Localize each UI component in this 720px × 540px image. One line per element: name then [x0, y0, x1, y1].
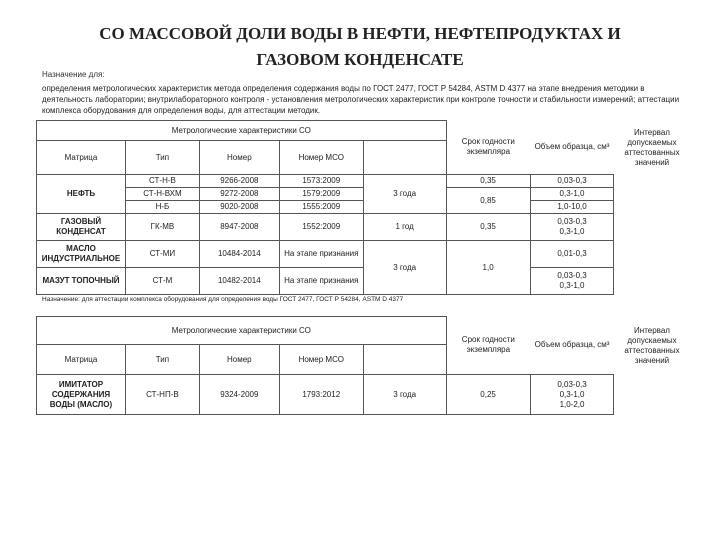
interval-line: 1,0-2,0	[559, 399, 585, 409]
shelf-life-cell: 1 год	[363, 214, 446, 241]
interval-line: 0,3-1,0	[559, 281, 585, 290]
attestation-note: Назначение: для аттестации комплекса оборудования для определения воды ГОСТ 2477, ГОСТ Р 54284, ASTM D 4377	[42, 296, 404, 303]
mso-cell: 1573:2009	[279, 175, 363, 188]
reference-materials-table	[36, 120, 690, 295]
matrix-line: ИНДУСТРИАЛЬНОЕ	[41, 254, 121, 263]
interval-cell: 0,01-0,3	[530, 241, 614, 268]
header-shelf-life: Срок годности экземпляра	[446, 317, 530, 375]
header-number: Номер	[199, 345, 279, 375]
header-interval: Интервал допускаемых аттестованных значений	[624, 325, 680, 365]
interval-cell: 0,03-0,3	[530, 175, 614, 188]
type-cell: СТ-Н-ВХМ	[125, 188, 199, 201]
interval-cell	[530, 268, 614, 295]
matrix-line: ВОДЫ (МАСЛО)	[49, 399, 113, 409]
group-header: Метрологические характеристики СО	[37, 317, 447, 345]
group-header: Метрологические характеристики СО	[37, 121, 447, 141]
type-cell: СТ-НП-В	[125, 375, 199, 415]
purpose-label: Назначение для:	[42, 70, 105, 79]
number-cell: 9266-2008	[199, 175, 279, 188]
number-cell: 10484-2014	[199, 241, 279, 268]
header-type: Тип	[125, 345, 199, 375]
type-cell: ГК-МВ	[125, 214, 199, 241]
number-cell: 9020-2008	[199, 201, 279, 214]
matrix-line: СОДЕРЖАНИЯ	[51, 389, 111, 399]
type-cell: Н-Б	[125, 201, 199, 214]
volume-cell: 0,25	[446, 375, 530, 415]
matrix-line: МАСЛО	[66, 244, 96, 253]
matrix-water-simulator	[37, 375, 126, 415]
volume-cell: 0,85	[446, 188, 530, 214]
interval-line: 0,3-1,0	[559, 389, 585, 399]
volume-cell: 0,35	[446, 175, 530, 188]
matrix-industrial-oil	[37, 241, 126, 268]
purpose-text: определения метрологических характеристик метода определения содержания воды по ГОСТ 2477, ГОСТ Р 54284, ASTM D 4377 на этапе внедрения методики в деятельность лаборатории; внутрилабораторного контроля - установления метрологических характеристик при контроле точности и стабильности измерений; аттестации комплекса оборудования для определения воды, для аттестации методик.	[42, 84, 680, 115]
interval-cell: 0,3-1,0	[530, 188, 614, 201]
interval-line: 0,03-0,3	[557, 217, 587, 226]
type-cell: СТ-Н-В	[125, 175, 199, 188]
interval-cell	[530, 375, 614, 415]
mso-cell: 1793:2012	[279, 375, 363, 415]
volume-cell: 1,0	[446, 241, 530, 295]
matrix-gas-condensate	[37, 214, 126, 241]
matrix-line: КОНДЕНСАТ	[56, 227, 106, 236]
mso-cell: 1555:2009	[279, 201, 363, 214]
interval-line: 0,3-1,0	[559, 227, 585, 236]
interval-cell	[530, 214, 614, 241]
mso-cell: На этапе признания	[279, 268, 363, 295]
page-title-line-1: СО МАССОВОЙ ДОЛИ ВОДЫ В НЕФТИ, НЕФТЕПРОДУКТАХ И	[99, 24, 621, 43]
header-sample-volume: Объем образца, см³	[534, 142, 610, 152]
mso-cell: 1552:2009	[279, 214, 363, 241]
number-cell: 8947-2008	[199, 214, 279, 241]
volume-cell: 0,35	[446, 214, 530, 241]
matrix-line: ИМИТАТОР	[58, 379, 104, 389]
matrix-fuel-oil: МАЗУТ ТОПОЧНЫЙ	[37, 268, 126, 295]
matrix-line: ГАЗОВЫЙ	[60, 217, 102, 226]
interval-line: 0,03-0,3	[557, 271, 587, 280]
header-interval: Интервал допускаемых аттестованных значений	[624, 127, 680, 167]
type-cell: СТ-МИ	[125, 241, 199, 268]
header-type: Тип	[125, 141, 199, 175]
header-mso: Номер МСО	[279, 141, 363, 175]
shelf-life-cell: 3 года	[363, 375, 446, 415]
number-cell: 9272-2008	[199, 188, 279, 201]
header-mso: Номер МСО	[279, 345, 363, 375]
header-sample-volume: Объем образца, см³	[534, 340, 610, 350]
page-title-line-2: ГАЗОВОМ КОНДЕНСАТЕ	[256, 50, 464, 69]
header-matrix: Матрица	[37, 141, 126, 175]
simulator-table	[36, 316, 690, 415]
interval-line: 0,03-0,3	[557, 379, 587, 389]
mso-cell: На этапе признания	[279, 241, 363, 268]
mso-cell: 1579:2009	[279, 188, 363, 201]
header-matrix: Матрица	[37, 345, 126, 375]
matrix-oil: НЕФТЬ	[37, 175, 126, 214]
header-shelf-life: Срок годности экземпляра	[446, 121, 530, 175]
header-number: Номер	[199, 141, 279, 175]
number-cell: 9324-2009	[199, 375, 279, 415]
interval-cell: 1,0-10,0	[530, 201, 614, 214]
shelf-life-cell: 3 года	[363, 241, 446, 295]
number-cell: 10482-2014	[199, 268, 279, 295]
shelf-life-cell: 3 года	[363, 175, 446, 214]
type-cell: СТ-М	[125, 268, 199, 295]
